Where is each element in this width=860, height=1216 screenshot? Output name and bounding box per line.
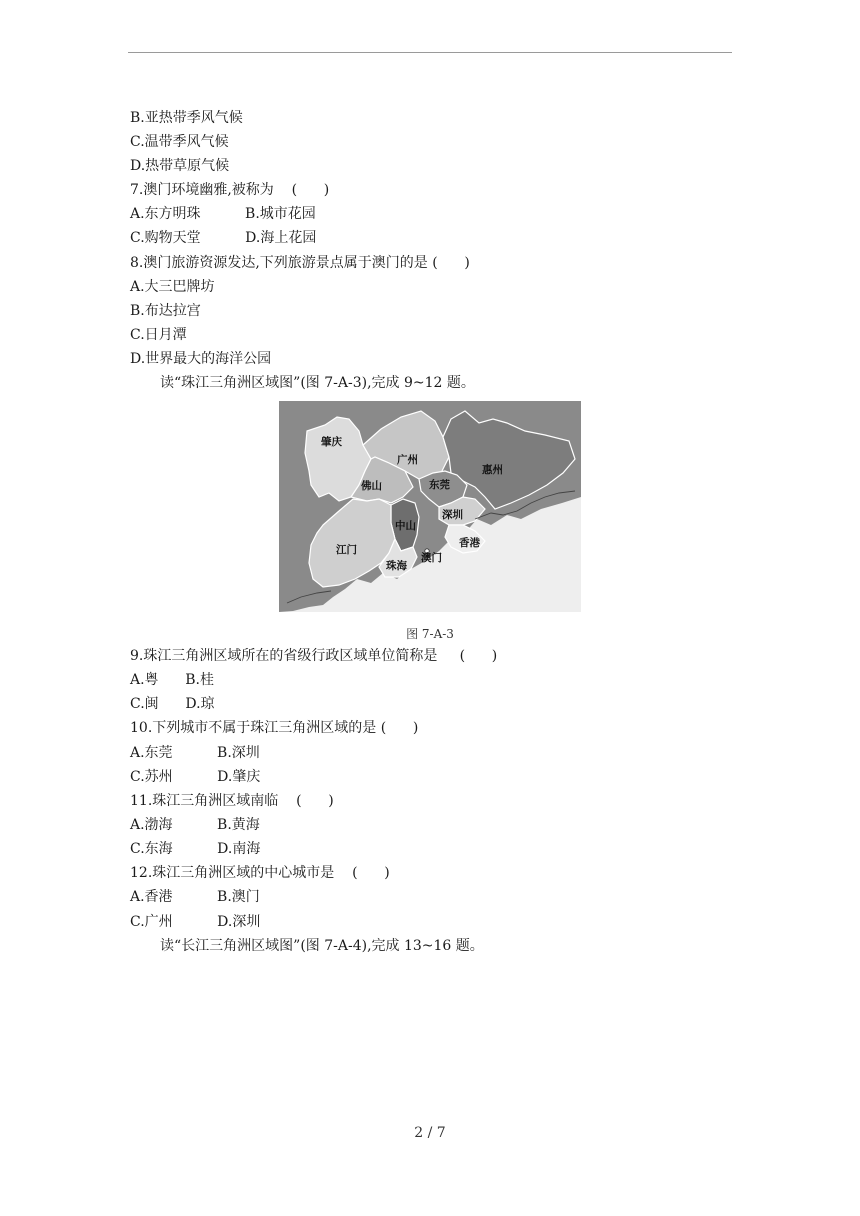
yangtze-map-instruction: 读“长江三角洲区域图”(图 7-A-4),完成 13~16 题。: [160, 938, 484, 954]
map-reading-instruction: 读“珠江三角洲区域图”(图 7-A-3),完成 9~12 题。: [160, 375, 475, 391]
map-label-zhuhai: 珠海: [386, 560, 407, 572]
question-8-option-d: D.世界最大的海洋公园: [130, 351, 272, 367]
pearl-river-delta-map: [279, 401, 581, 612]
map-label-huizhou: 惠州: [482, 464, 503, 476]
option-b-subtropical-monsoon: B.亚热带季风气候: [130, 110, 243, 126]
map-label-xianggang: 香港: [459, 537, 480, 549]
question-8-option-a: A.大三巴牌坊: [130, 279, 215, 295]
question-10-options-cd: C.苏州 D.肇庆: [130, 769, 261, 785]
question-11-options-cd: C.东海 D.南海: [130, 841, 261, 857]
question-9: 9.珠江三角洲区域所在的省级行政区域单位简称是 ( ): [130, 648, 498, 664]
map-label-zhongshan: 中山: [395, 520, 416, 532]
question-12: 12.珠江三角洲区域的中心城市是 ( ): [130, 865, 390, 881]
question-7: 7.澳门环境幽雅,被称为 ( ): [130, 182, 330, 198]
question-8: 8.澳门旅游资源发达,下列旅游景点属于澳门的是 ( ): [130, 255, 470, 271]
figure-caption: 图 7-A-3: [406, 627, 454, 641]
map-label-dongguan: 东莞: [429, 479, 450, 491]
page-number: 2 / 7: [414, 1125, 446, 1141]
question-9-options-cd: C.闽 D.琼: [130, 696, 215, 712]
option-c-temperate-monsoon: C.温带季风气候: [130, 134, 229, 150]
question-10-options-ab: A.东莞 B.深圳: [130, 745, 260, 761]
header-rule: [128, 52, 732, 53]
question-7-options-cd: C.购物天堂 D.海上花园: [130, 230, 317, 246]
question-8-option-c: C.日月潭: [130, 327, 187, 343]
map-label-aomen: 澳门: [421, 552, 442, 564]
question-7-options-ab: A.东方明珠 B.城市花园: [130, 206, 316, 222]
question-12-options-ab: A.香港 B.澳门: [130, 889, 260, 905]
map-label-guangzhou: 广州: [397, 454, 418, 466]
map-label-zhaoqing: 肇庆: [321, 436, 342, 448]
question-8-option-b: B.布达拉宫: [130, 303, 201, 319]
question-11-options-ab: A.渤海 B.黄海: [130, 817, 260, 833]
question-11: 11.珠江三角洲区域南临 ( ): [130, 793, 334, 809]
question-9-options-ab: A.粤 B.桂: [130, 672, 214, 688]
map-label-foshan: 佛山: [361, 480, 382, 492]
map-label-jiangmen: 江门: [336, 544, 357, 556]
question-10: 10.下列城市不属于珠江三角洲区域的是 ( ): [130, 720, 419, 736]
option-d-tropical-savanna: D.热带草原气候: [130, 158, 230, 174]
map-label-shenzhen: 深圳: [442, 509, 463, 521]
question-12-options-cd: C.广州 D.深圳: [130, 914, 261, 930]
